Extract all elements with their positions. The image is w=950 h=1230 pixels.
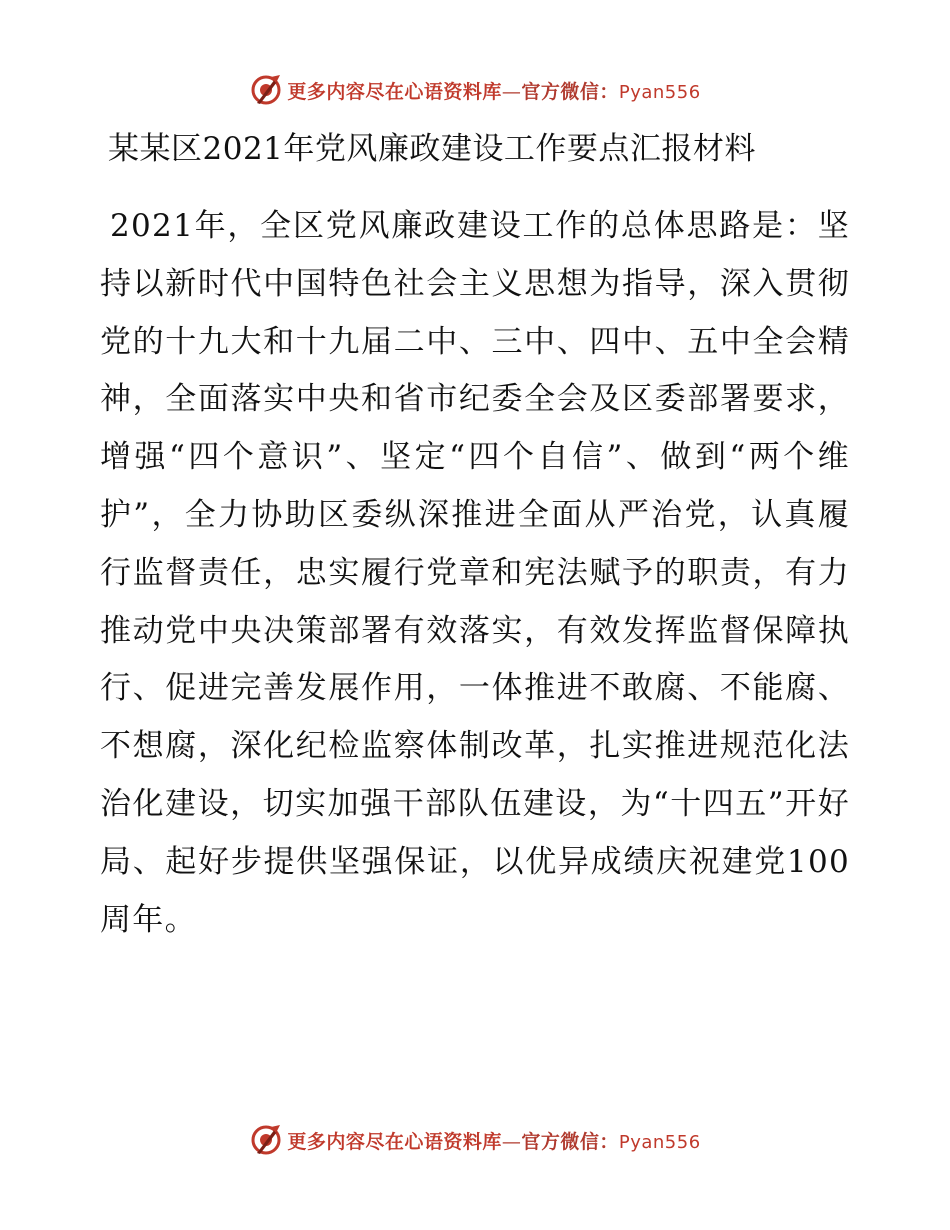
document-paragraph: 2021年，全区党风廉政建设工作的总体思路是：坚持以新时代中国特色社会主义思想为指导，深入贯彻党的十九大和十九届二中、三中、四中、五中全会精神，全面落实中央和省市纪委全会及区委部署要求，增强“四个意识”、坚定“四个自信”、做到“两个维护”，全力协助区委纵深推进全面从严治党，认真履行监督责任，忠实履行党章和宪法赋予的职责，有力推动党中央决策部署有效落实，有效发挥监督保障执行、促进完善发展作用，一体推进不敢腐、不能腐、不想腐，深化纪检监察体制改革，扎实推进规范化法治化建设，切实加强干部队伍建设，为“十四五”开好局、起好步提供坚强保证，以优异成绩庆祝建党100周年。 xyxy=(100,208,850,938)
header-banner xyxy=(0,70,950,110)
header-banner-label: 官方微信： xyxy=(521,80,619,103)
footer-banner-wechat-id: Pyan556 xyxy=(618,1131,701,1153)
footer-banner-separator: — xyxy=(501,1130,522,1153)
quill-seal-icon xyxy=(249,73,283,107)
footer-banner-label: 官方微信： xyxy=(521,1130,619,1153)
header-banner-main-text: 更多内容尽在心语资料库 xyxy=(287,80,502,103)
header-banner-text xyxy=(287,77,700,104)
footer-banner xyxy=(0,1120,950,1160)
document-title: 某某区2021年党风廉政建设工作要点汇报材料 xyxy=(108,131,756,167)
quill-seal-icon xyxy=(249,1123,283,1157)
header-banner-separator: — xyxy=(501,80,522,103)
header-banner-wechat-id: Pyan556 xyxy=(618,81,701,103)
footer-banner-main-text: 更多内容尽在心语资料库 xyxy=(287,1130,502,1153)
footer-banner-text xyxy=(287,1127,700,1154)
